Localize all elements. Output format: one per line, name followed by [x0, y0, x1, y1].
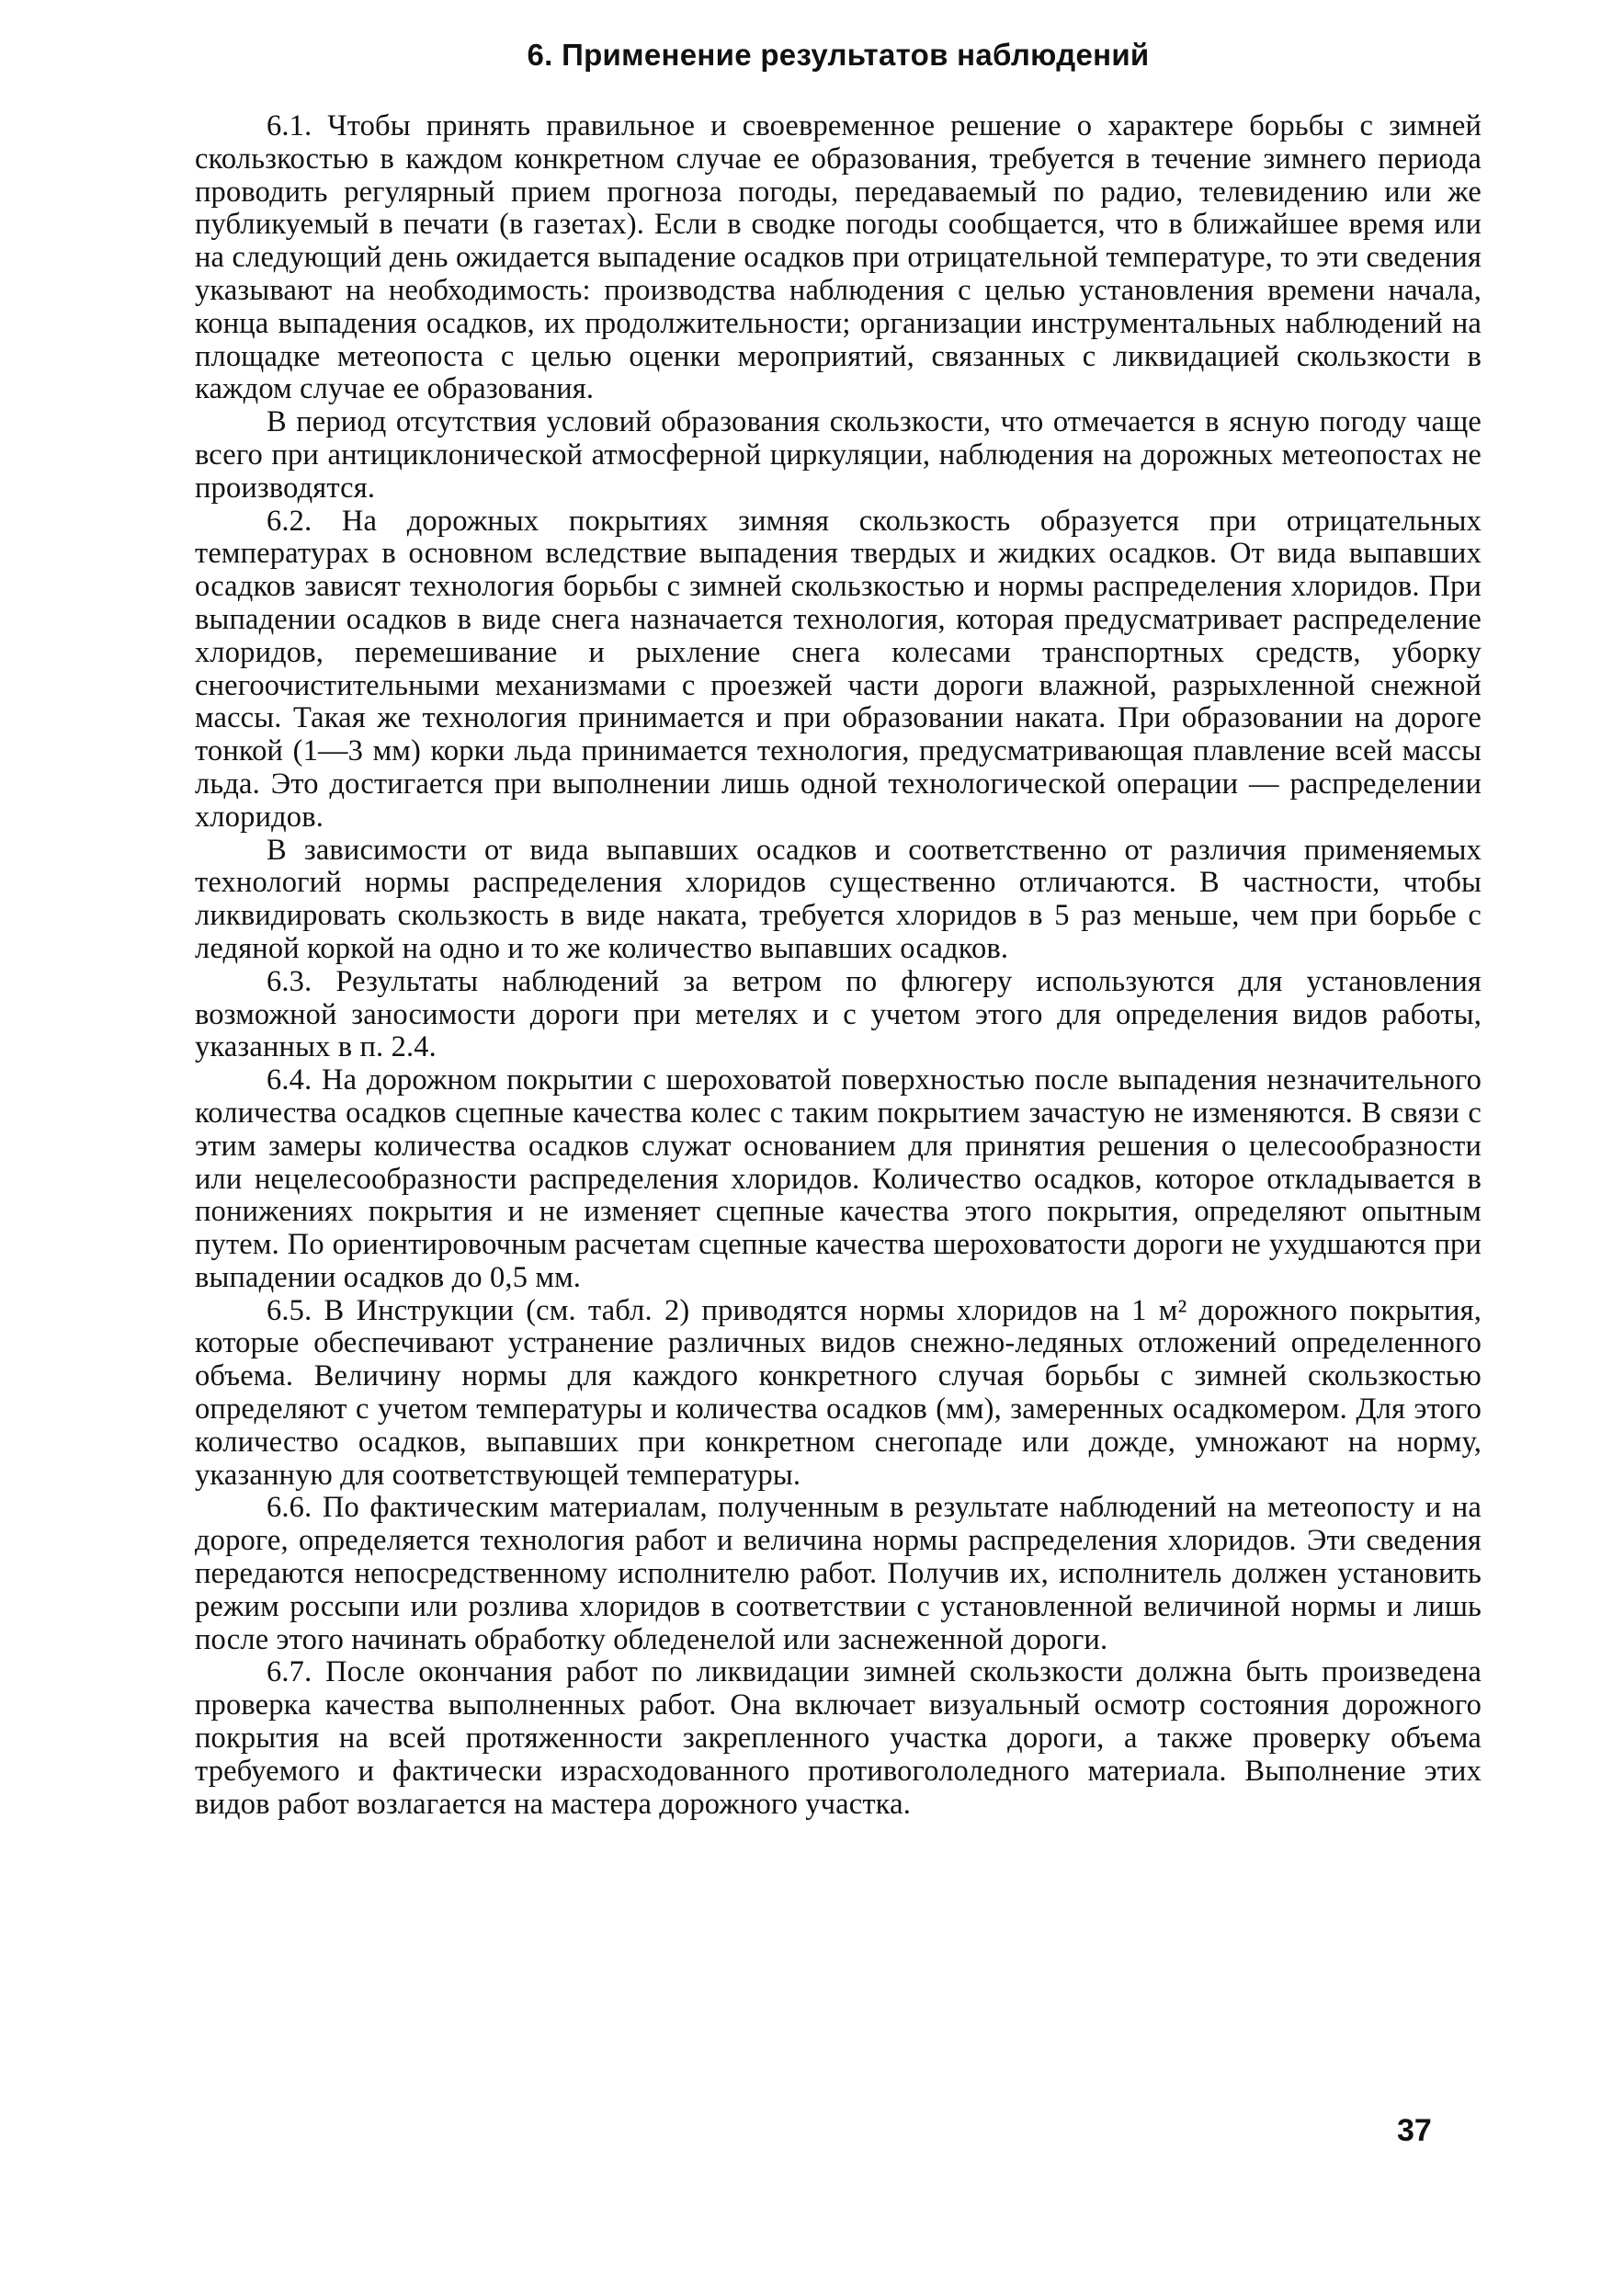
paragraph-6-1: 6.1. Чтобы принять правильное и своевременное решение о характере борьбы с зимней скользкостью в каждом конкретном случае ее образования, требуется в течение зимнего периода проводить регулярный прием прогноза погоды, передаваемый по радио, телевидению или же публикуемый в печати (в газетах). Если в сводке погоды сообщается, что в ближайшее время или на следующий день ожидается выпадение осадков при отрицательной температуре, то эти сведения указывают на необходимость: производства наблюдения с целью установления времени начала, конца выпадения осадков, их продолжительности; организации инструментальных наблюдений на площадке метеопоста с целью оценки мероприятий, связанных с ликвидацией скользкости в каждом случае ее образования.	[195, 109, 1482, 406]
page-number: 37	[1397, 2113, 1432, 2148]
section-heading: 6. Применение результатов наблюдений	[527, 38, 1150, 72]
paragraph-6-7: 6.7. После окончания работ по ликвидации зимней скользкости должна быть произведена проверка качества выполненных работ. Она включает визуальный осмотр состояния дорожного покрытия на всей протяженности закрепленного участка дороги, а также проверку объема требуемого и фактически израсходованного противогололедного материала. Выполнение этих видов работ возлагается на мастера дорожного участка.	[195, 1655, 1482, 1821]
paragraph-6-1-continued: В период отсутствия условий образования скользкости, что отмечается в ясную погоду чаще всего при антициклонической атмосферной циркуляции, наблюдения на дорожных метеопостах не производятся.	[195, 405, 1482, 505]
paragraph-6-4: 6.4. На дорожном покрытии с шероховатой поверхностью после выпадения незначительного количества осадков сцепные качества колес с таким покрытием зачастую не изменяются. В связи с этим замеры количества осадков служат основанием для принятия решения о целесообразности или нецелесообразности распределения хлоридов. Количество осадков, которое откладывается в понижениях покрытия и не изменяет сцепные качества этого покрытия, определяют опытным путем. По ориентировочным расчетам сцепные качества шероховатости дороги не ухудшаются при выпадении осадков до 0,5 мм.	[195, 1063, 1482, 1294]
paragraph-6-6: 6.6. По фактическим материалам, полученным в результате наблюдений на метеопосту и на дороге, определяется технология работ и величина нормы распределения хлоридов. Эти сведения передаются непосредственному исполнителю работ. Получив их, исполнитель должен установить режим россыпи или розлива хлоридов в соответствии с установленной величиной нормы и лишь после этого начинать обработку обледенелой или заснеженной дороги.	[195, 1491, 1482, 1656]
document-page	[195, 35, 1482, 1821]
paragraph-6-2: 6.2. На дорожных покрытиях зимняя скользкость образуется при отрицательных температурах в основном вследствие выпадения твердых и жидких осадков. От вида выпавших осадков зависят технология борьбы с зимней скользкостью и нормы распределения хлоридов. При выпадении осадков в виде снега назначается технология, которая предусматривает распределение хлоридов, перемешивание и рыхление снега колесами транспортных средств, уборку снегоочистительными механизмами с проезжей части дороги влажной, разрыхленной снежной массы. Такая же технология принимается и при образовании наката. При образовании на дороге тонкой (1—3 мм) корки льда принимается технология, предусматривающая плавление всей массы льда. Это достигается при выполнении лишь одной технологической операции — распределении хлоридов.	[195, 504, 1482, 834]
paragraph-6-5: 6.5. В Инструкции (см. табл. 2) приводятся нормы хлоридов на 1 м² дорожного покрытия, которые обеспечивают устранение различных видов снежно-ледяных отложений определенного объема. Величину нормы для каждого конкретного случая борьбы с зимней скользкостью определяют с учетом температуры и количества осадков (мм), замеренных осадкомером. Для этого количество осадков, выпавших при конкретном снегопаде или дожде, умножают на норму, указанную для соответствующей температуры.	[195, 1293, 1482, 1492]
paragraph-6-2-continued: В зависимости от вида выпавших осадков и соответственно от различия применяемых технологий нормы распределения хлоридов существенно отличаются. В частности, чтобы ликвидировать скользкость в виде наката, требуется хлоридов в 5 раз меньше, чем при борьбе с ледяной коркой на одно и то же количество выпавших осадков.	[195, 833, 1482, 965]
paragraph-6-3: 6.3. Результаты наблюдений за ветром по флюгеру используются для установления возможной заносимости дороги при метелях и с учетом этого для определения видов работы, указанных в п. 2.4.	[195, 964, 1482, 1064]
